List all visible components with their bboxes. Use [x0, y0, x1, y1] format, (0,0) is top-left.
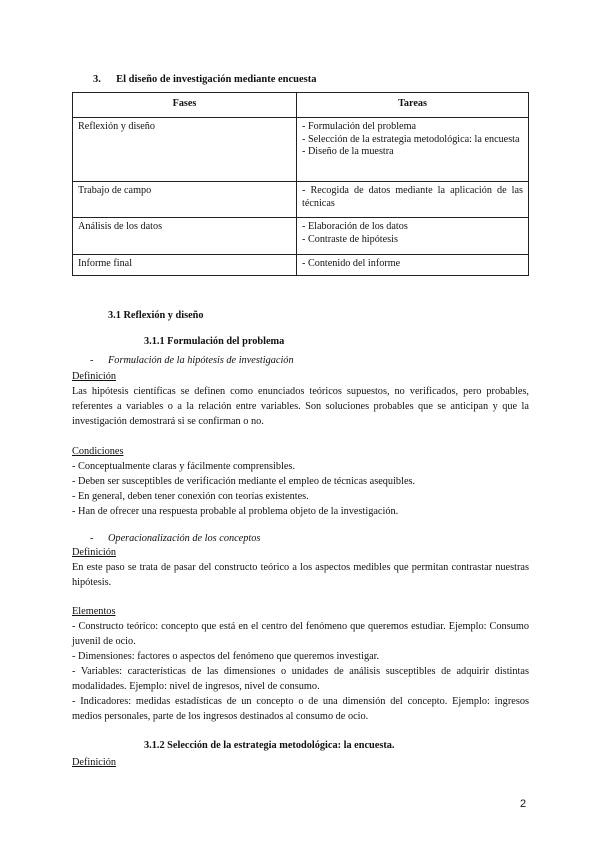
section-heading: [93, 72, 317, 87]
list-item: - Indicadores: medidas estadísticas de un concepto o de una dimensión del concepto. Ejemplo: ingresos medios personales, parte de los ingresos destinados al consumo de ocio.: [72, 696, 529, 722]
table-cell-phase: Trabajo de campo: [73, 182, 297, 218]
subsection-heading-3-1-2: 3.1.2 Selección de la estrategia metodológica: la encuesta.: [144, 740, 395, 751]
task-line: - Contraste de hipótesis: [302, 233, 398, 245]
table-row: [73, 118, 529, 182]
subsection-heading-3-1-1: 3.1.1 Formulación del problema: [144, 336, 285, 347]
definition-text: Las hipótesis científicas se definen como enunciados teóricos supuestos, no verificados, pero probables, referentes a variables o a la relación entre variables. Son soluciones probables que se anticipan y que la investigación demostrará si se confirman o no.: [72, 386, 529, 427]
list-item: - Deben ser susceptibles de verificación mediante el empleo de técnicas asequibles.: [72, 476, 416, 487]
table-cell-tasks: [297, 218, 529, 255]
table-cell-phase: Informe final: [73, 255, 297, 276]
header-fases: Fases: [73, 93, 297, 118]
list-dash: -: [90, 355, 94, 366]
table-cell-phase: Análisis de los datos: [73, 218, 297, 255]
phases-table: [72, 92, 529, 276]
list-item: - En general, deben tener conexión con teorías existentes.: [72, 491, 309, 502]
task-line: - Selección de la estrategia metodológica: la encuesta: [302, 133, 520, 145]
elements-label: Elementos: [72, 606, 116, 617]
header-tareas: Tareas: [297, 93, 529, 118]
list-item: - Constructo teórico: concepto que está en el centro del fenómeno que queremos estudiar. Ejemplo: Consumo juvenil de ocio.: [72, 621, 529, 647]
definition-text: En este paso se trata de pasar del constructo teórico a los aspectos medibles que permitan contrastar nuestras hipótesis.: [72, 562, 529, 588]
section-number: 3.: [93, 74, 101, 85]
definition-label: Definición: [72, 371, 117, 382]
definition-label: Definición: [72, 757, 117, 768]
conditions-label: Condiciones: [72, 446, 124, 457]
table-cell-tasks: [297, 182, 529, 218]
table-cell-tasks: [297, 118, 529, 182]
table-header-row: [73, 93, 529, 118]
subsection-heading-3-1: 3.1 Reflexión y diseño: [108, 310, 204, 321]
task-line: - Diseño de la muestra: [302, 146, 394, 158]
table-row: [73, 182, 529, 218]
table-cell-tasks: [297, 255, 529, 276]
list-item: - Han de ofrecer una respuesta probable al problema objeto de la investigación.: [72, 506, 399, 517]
list-item: - Dimensiones: factores o aspectos del fenómeno que queremos investigar.: [72, 651, 380, 662]
table-row: [73, 218, 529, 255]
page-number: 2: [520, 798, 527, 810]
task-line: - Contenido del informe: [302, 258, 401, 269]
list-item: - Conceptualmente claras y fácilmente comprensibles.: [72, 461, 296, 472]
list-dash: -: [90, 533, 94, 544]
task-line: - Elaboración de los datos: [302, 221, 408, 232]
conditions-list: [72, 459, 529, 519]
definition-label: Definición: [72, 547, 117, 558]
table-row: [73, 255, 529, 276]
section-title: El diseño de investigación mediante encuesta: [116, 74, 317, 85]
list-item: - Variables: características de las dimensiones o unidades de análisis susceptibles de adquirir distintas modalidades. Ejemplo: nivel de ingresos, nivel de consumo.: [72, 666, 529, 692]
item-title-hipotesis: Formulación de la hipótesis de investigación: [108, 355, 294, 366]
task-line: - Recogida de datos mediante la aplicación de las técnicas: [302, 185, 523, 209]
task-line: - Formulación del problema: [302, 121, 417, 132]
elements-list: [72, 619, 529, 724]
table-cell-phase: Reflexión y diseño: [73, 118, 297, 182]
item-title-operacionalizacion: Operacionalización de los conceptos: [108, 533, 261, 544]
